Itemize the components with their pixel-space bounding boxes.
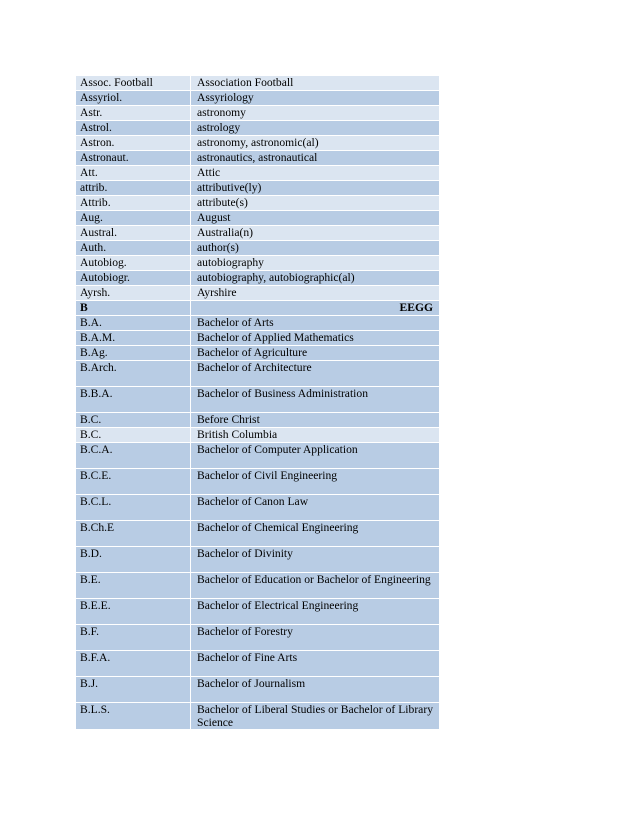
meaning-cell: Bachelor of Education or Bachelor of Engineering	[191, 573, 440, 599]
abbreviation-cell: Astronaut.	[76, 151, 191, 166]
abbreviation-cell: Autobiogr.	[76, 271, 191, 286]
meaning-cell: Before Christ	[191, 413, 440, 428]
abbreviation-cell: B.C.L.	[76, 495, 191, 521]
abbreviation-cell: B.E.E.	[76, 599, 191, 625]
abbreviation-cell: Austral.	[76, 226, 191, 241]
abbreviation-cell: B.A.M.	[76, 331, 191, 346]
abbreviation-cell: Aug.	[76, 211, 191, 226]
meaning-cell: Bachelor of Applied Mathematics	[191, 331, 440, 346]
table-row	[76, 428, 440, 443]
meaning-cell: astronomy	[191, 106, 440, 121]
table-row	[76, 241, 440, 256]
table-row	[76, 346, 440, 361]
table-row	[76, 106, 440, 121]
meaning-cell: attribute(s)	[191, 196, 440, 211]
meaning-cell: Association Football	[191, 76, 440, 91]
table-row	[76, 166, 440, 181]
abbreviation-cell: B.L.S.	[76, 703, 191, 730]
meaning-cell: Bachelor of Journalism	[191, 677, 440, 703]
table-row	[76, 677, 440, 703]
abbreviations-table-body	[76, 76, 440, 730]
meaning-cell: Bachelor of Computer Application	[191, 443, 440, 469]
meaning-cell: British Columbia	[191, 428, 440, 443]
table-row	[76, 271, 440, 286]
meaning-cell: Bachelor of Agriculture	[191, 346, 440, 361]
table-row	[76, 211, 440, 226]
abbreviation-cell: B.D.	[76, 547, 191, 573]
section-header-row	[76, 301, 440, 316]
abbreviation-cell: B.E.	[76, 573, 191, 599]
table-row	[76, 521, 440, 547]
abbreviation-cell: Auth.	[76, 241, 191, 256]
table-row	[76, 316, 440, 331]
table-row	[76, 331, 440, 346]
abbreviation-cell: Attrib.	[76, 196, 191, 211]
section-letter: B	[76, 301, 191, 316]
table-row	[76, 121, 440, 136]
meaning-cell: Assyriology	[191, 91, 440, 106]
meaning-cell: Bachelor of Arts	[191, 316, 440, 331]
table-row	[76, 573, 440, 599]
abbreviation-cell: B.J.	[76, 677, 191, 703]
meaning-cell: Bachelor of Divinity	[191, 547, 440, 573]
meaning-cell: astrology	[191, 121, 440, 136]
meaning-cell: Bachelor of Fine Arts	[191, 651, 440, 677]
meaning-cell: August	[191, 211, 440, 226]
meaning-cell: astronomy, astronomic(al)	[191, 136, 440, 151]
abbreviation-cell: attrib.	[76, 181, 191, 196]
table-row	[76, 76, 440, 91]
table-row	[76, 151, 440, 166]
table-row	[76, 599, 440, 625]
meaning-cell: Bachelor of Civil Engineering	[191, 469, 440, 495]
abbreviation-cell: B.Ch.E	[76, 521, 191, 547]
meaning-cell: Bachelor of Business Administration	[191, 387, 440, 413]
table-row	[76, 181, 440, 196]
meaning-cell: Bachelor of Electrical Engineering	[191, 599, 440, 625]
abbreviation-cell: Astrol.	[76, 121, 191, 136]
meaning-cell: Bachelor of Canon Law	[191, 495, 440, 521]
meaning-cell: attributive(ly)	[191, 181, 440, 196]
abbreviation-cell: B.F.A.	[76, 651, 191, 677]
meaning-cell: autobiography, autobiographic(al)	[191, 271, 440, 286]
abbreviation-cell: B.F.	[76, 625, 191, 651]
abbreviation-cell: B.C.A.	[76, 443, 191, 469]
meaning-cell: astronautics, astronautical	[191, 151, 440, 166]
abbreviation-cell: B.A.	[76, 316, 191, 331]
meaning-cell: autobiography	[191, 256, 440, 271]
table-row	[76, 226, 440, 241]
section-code: EEGG	[191, 301, 440, 316]
abbreviation-cell: B.Ag.	[76, 346, 191, 361]
abbreviation-cell: Assoc. Football	[76, 76, 191, 91]
table-row	[76, 495, 440, 521]
abbreviation-cell: Assyriol.	[76, 91, 191, 106]
table-row	[76, 443, 440, 469]
meaning-cell: Ayrshire	[191, 286, 440, 301]
meaning-cell: Bachelor of Chemical Engineering	[191, 521, 440, 547]
table-row	[76, 387, 440, 413]
meaning-cell: Bachelor of Forestry	[191, 625, 440, 651]
meaning-cell: author(s)	[191, 241, 440, 256]
meaning-cell: Attic	[191, 166, 440, 181]
abbreviation-cell: Astr.	[76, 106, 191, 121]
table-row	[76, 651, 440, 677]
table-row	[76, 91, 440, 106]
abbreviation-cell: B.Arch.	[76, 361, 191, 387]
meaning-cell: Australia(n)	[191, 226, 440, 241]
table-row	[76, 547, 440, 573]
table-row	[76, 413, 440, 428]
abbreviation-cell: B.C.	[76, 413, 191, 428]
abbreviation-cell: B.C.E.	[76, 469, 191, 495]
abbreviation-cell: Autobiog.	[76, 256, 191, 271]
abbreviations-table	[75, 75, 440, 730]
abbreviation-cell: Astron.	[76, 136, 191, 151]
table-row	[76, 286, 440, 301]
table-row	[76, 196, 440, 211]
table-row	[76, 136, 440, 151]
abbreviation-cell: B.B.A.	[76, 387, 191, 413]
table-row	[76, 703, 440, 730]
abbreviation-cell: Att.	[76, 166, 191, 181]
table-row	[76, 361, 440, 387]
meaning-cell: Bachelor of Liberal Studies or Bachelor of Library Science	[191, 703, 440, 730]
table-row	[76, 256, 440, 271]
meaning-cell: Bachelor of Architecture	[191, 361, 440, 387]
table-row	[76, 625, 440, 651]
abbreviation-cell: Ayrsh.	[76, 286, 191, 301]
table-row	[76, 469, 440, 495]
abbreviation-cell: B.C.	[76, 428, 191, 443]
